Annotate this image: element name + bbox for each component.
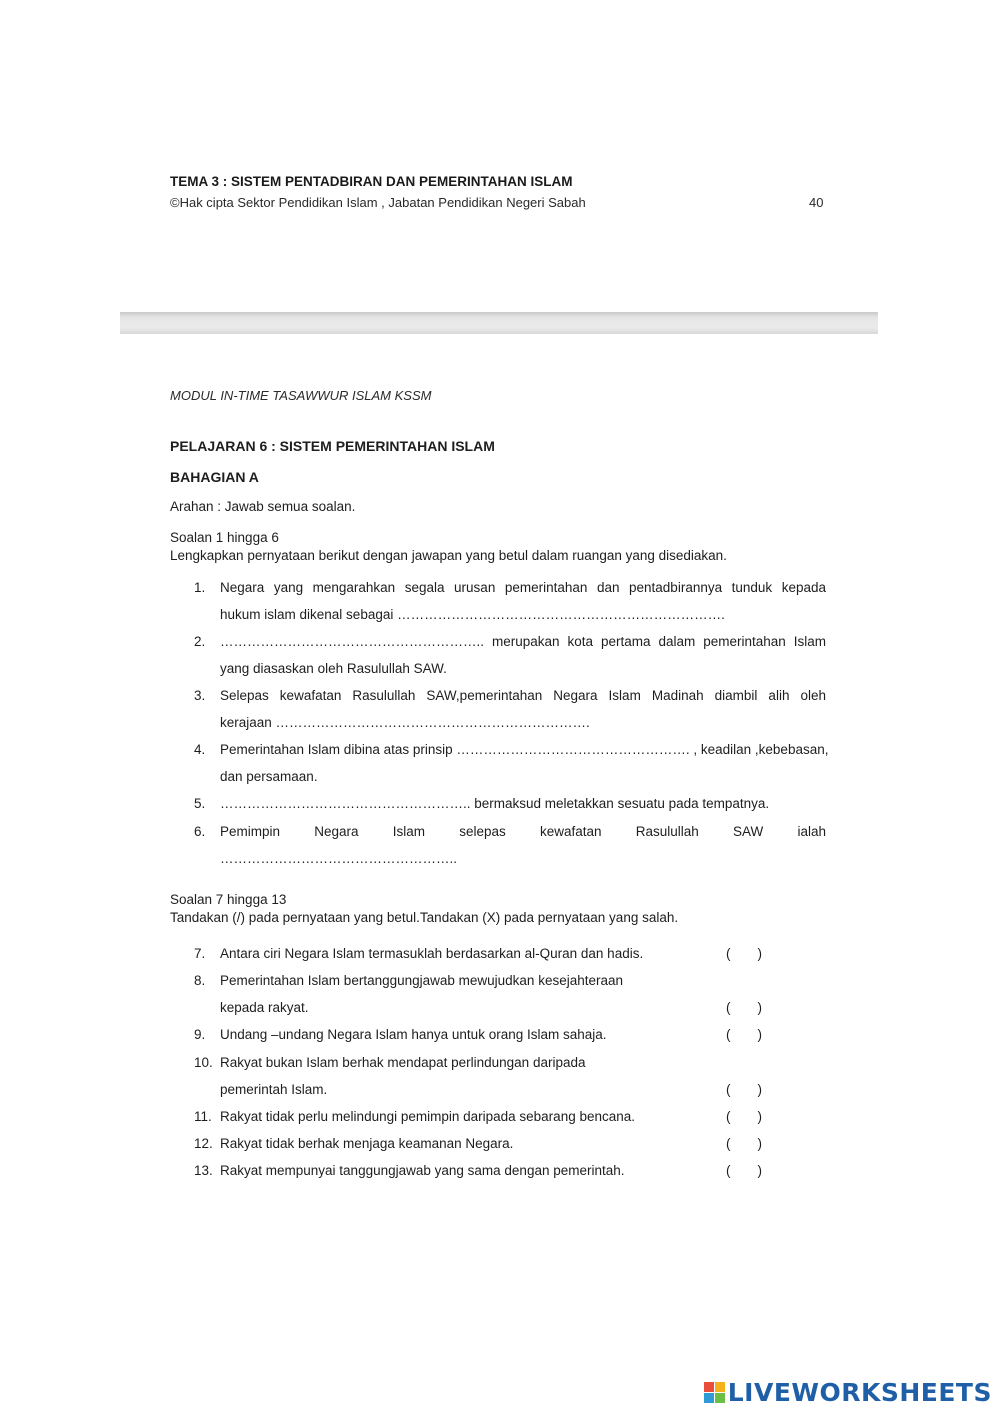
answer-brackets[interactable] [726, 946, 762, 961]
bracket-open: ( [726, 1109, 731, 1124]
bracket-open: ( [726, 1136, 731, 1151]
liveworksheets-mark-icon [704, 1382, 725, 1403]
instruction: Arahan : Jawab semua soalan. [170, 499, 356, 514]
answer-brackets[interactable] [726, 1109, 762, 1124]
answer-brackets[interactable] [726, 1000, 762, 1015]
question-text: Undang –undang Negara Islam hanya untuk orang Islam sahaja. [220, 1027, 607, 1042]
mark-tile [715, 1382, 725, 1392]
bracket-open: ( [726, 1000, 731, 1015]
question-number: 1. [194, 580, 206, 595]
question-text: ……………………………………………….. bermaksud meletakkan sesuatu pada tempatnya. [220, 796, 770, 811]
page-divider [120, 312, 878, 334]
question-number: 5. [194, 796, 206, 811]
bracket-open: ( [726, 946, 731, 961]
question-text: Rakyat tidak perlu melindungi pemimpin daripada sebarang bencana. [220, 1109, 636, 1124]
answer-brackets[interactable] [726, 1136, 762, 1151]
question-number: 2. [194, 634, 206, 649]
bracket-close: ) [757, 1027, 762, 1042]
question-text: kerajaan ……………………………………………………………. [220, 715, 590, 730]
question-text: hukum islam dikenal sebagai ………………………………………………………………. [220, 607, 725, 622]
bracket-close: ) [757, 1163, 762, 1178]
question-text: pemerintah Islam. [220, 1082, 328, 1097]
question-number: 10. [194, 1055, 213, 1070]
bracket-close: ) [757, 1000, 762, 1015]
bracket-close: ) [757, 946, 762, 961]
answer-brackets[interactable] [726, 1082, 762, 1097]
theme-title: TEMA 3 : SISTEM PENTADBIRAN DAN PEMERINTAHAN ISLAM [170, 174, 573, 189]
question-number: 4. [194, 742, 206, 757]
bracket-open: ( [726, 1163, 731, 1178]
question-text: Rakyat bukan Islam berhak mendapat perlindungan daripada [220, 1055, 586, 1070]
question-text: kepada rakyat. [220, 1000, 309, 1015]
question-number: 9. [194, 1027, 206, 1042]
question-text: ………………………………………………….. merupakan kota pertama dalam pemerintahan Islam [220, 634, 826, 649]
mark-tile [704, 1382, 714, 1392]
group1-description: Lengkapkan pernyataan berikut dengan jawapan yang betul dalam ruangan yang disediakan. [170, 548, 727, 563]
question-number: 3. [194, 688, 206, 703]
question-number: 13. [194, 1163, 213, 1178]
question-text: …………………………………………….. [220, 851, 458, 866]
question-number: 6. [194, 824, 206, 839]
group2-title: Soalan 7 hingga 13 [170, 892, 287, 907]
bracket-open: ( [726, 1082, 731, 1097]
module-title: MODUL IN-TIME TASAWWUR ISLAM KSSM [170, 388, 432, 403]
question-number: 8. [194, 973, 206, 988]
mark-tile [715, 1393, 725, 1403]
question-text: Selepas kewafatan Rasulullah SAW,pemerintahan Negara Islam Madinah diambil alih oleh [220, 688, 826, 703]
answer-brackets[interactable] [726, 1163, 762, 1178]
mark-tile [704, 1393, 714, 1403]
lesson-title: PELAJARAN 6 : SISTEM PEMERINTAHAN ISLAM [170, 438, 495, 454]
question-text: Rakyat tidak berhak menjaga keamanan Negara. [220, 1136, 514, 1151]
group2-description: Tandakan (/) pada pernyataan yang betul.Tandakan (X) pada pernyataan yang salah. [170, 910, 679, 925]
bracket-close: ) [757, 1136, 762, 1151]
copyright-notice: ©Hak cipta Sektor Pendidikan Islam , Jabatan Pendidikan Negeri Sabah [170, 195, 586, 210]
section-title: BAHAGIAN A [170, 469, 259, 485]
bracket-close: ) [757, 1109, 762, 1124]
answer-brackets[interactable] [726, 1027, 762, 1042]
question-text: yang diasaskan oleh Rasulullah SAW. [220, 661, 447, 676]
liveworksheets-logo[interactable] [704, 1378, 992, 1407]
group1-title: Soalan 1 hingga 6 [170, 530, 279, 545]
bracket-open: ( [726, 1027, 731, 1042]
question-number: 12. [194, 1136, 213, 1151]
question-text: Negara yang mengarahkan segala urusan pemerintahan dan pentadbirannya tunduk kepada [220, 580, 826, 595]
question-text: Rakyat mempunyai tanggungjawab yang sama dengan pemerintah. [220, 1163, 625, 1178]
brand-name: LIVEWORKSHEETS [727, 1378, 992, 1407]
question-text: Pemerintahan Islam dibina atas prinsip ……………………………………………. , keadilan ,kebebasan, [220, 742, 829, 757]
question-text: Pemimpin Negara Islam selepas kewafatan Rasulullah SAW ialah [220, 824, 826, 839]
question-number: 7. [194, 946, 206, 961]
page-number: 40 [809, 195, 824, 210]
question-number: 11. [194, 1109, 212, 1124]
bracket-close: ) [757, 1082, 762, 1097]
question-text: dan persamaan. [220, 769, 318, 784]
question-text: Pemerintahan Islam bertanggungjawab mewujudkan kesejahteraan [220, 973, 624, 988]
question-text: Antara ciri Negara Islam termasuklah berdasarkan al-Quran dan hadis. [220, 946, 644, 961]
